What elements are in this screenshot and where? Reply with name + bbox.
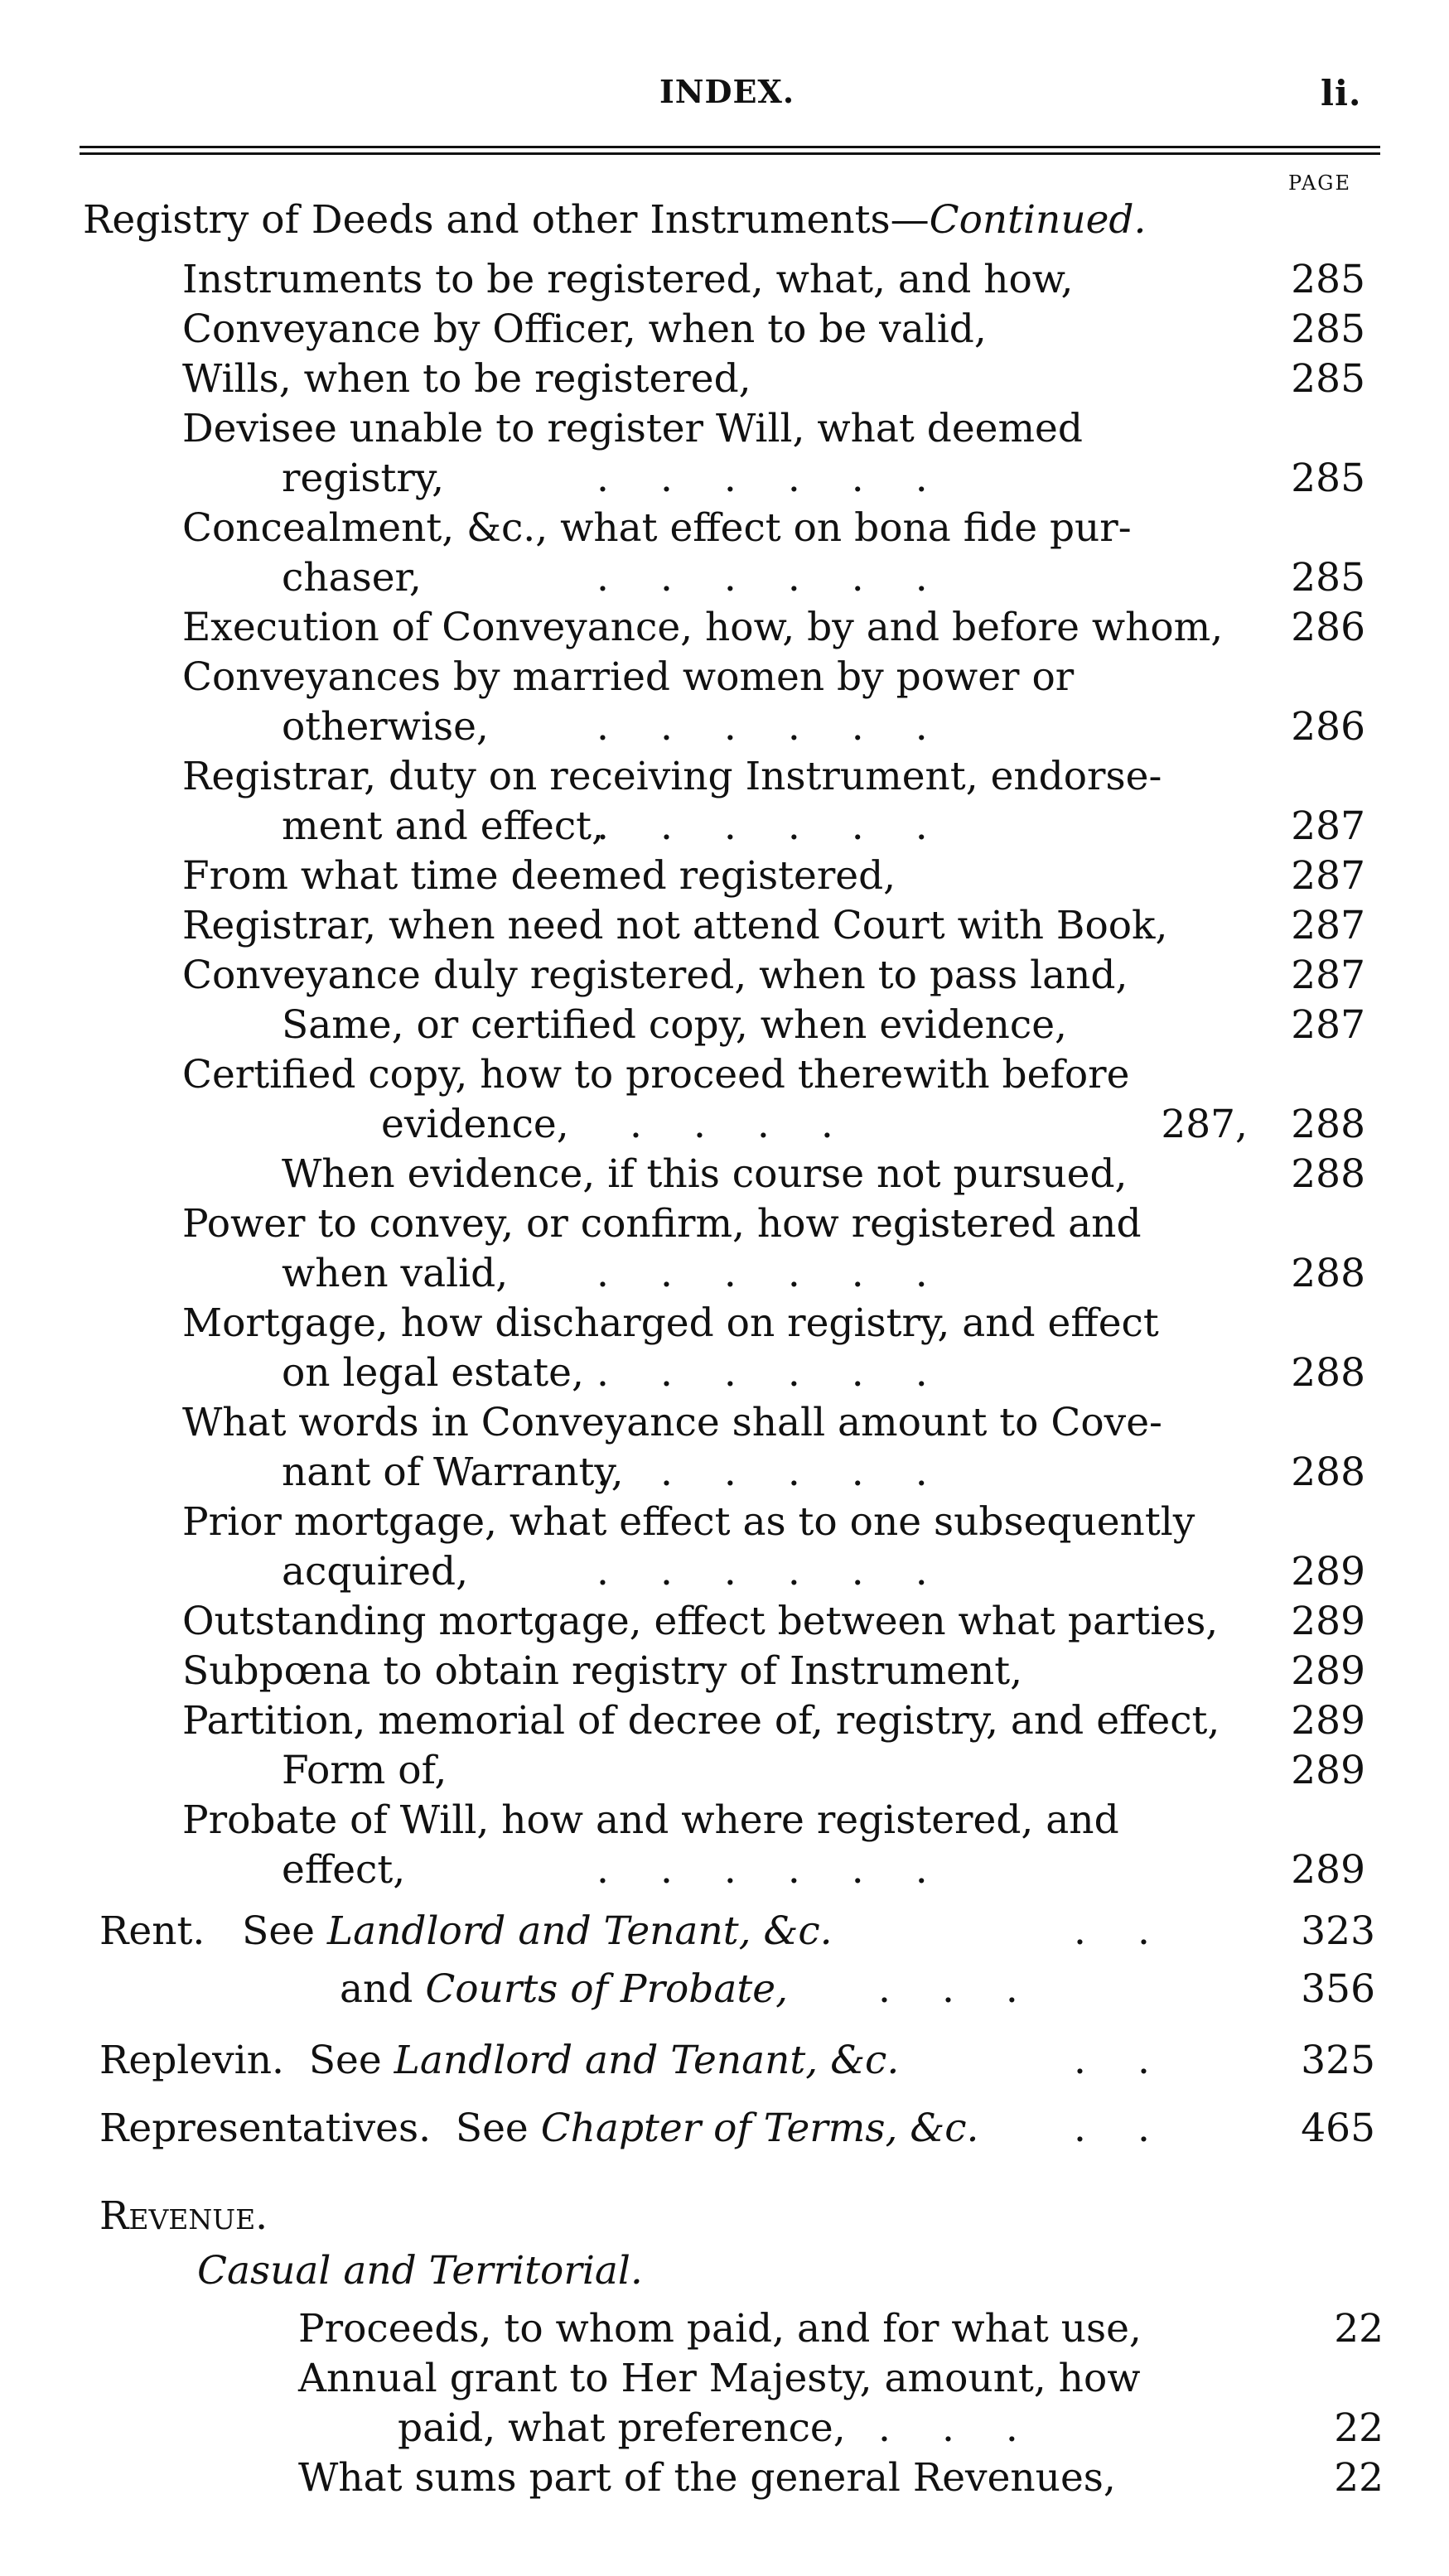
page-ref: 289 [1291,1549,1365,1594]
index-entry-text: Concealment, &c., what effect on bona fide pur- [182,505,1132,551]
index-entry-continuation: on legal estate, [282,1350,584,1396]
header-rule-bottom [80,152,1380,155]
page-ref: 285 [1291,356,1365,402]
index-entry-text: When evidence, if this course not pursued, [282,1151,1128,1197]
entry-rent-cont: and Courts of Probate, [340,1966,789,2012]
page-ref: 288 [1291,1151,1365,1197]
index-entry-text: Form of, [282,1748,447,1793]
page-ref: 285 [1291,456,1365,501]
page-ref: 286 [1291,605,1365,650]
running-header-title: INDEX. [659,73,795,110]
page-ref: 356 [1301,1966,1375,2012]
index-entry-text: Prior mortgage, what effect as to one subsequently [182,1499,1195,1545]
index-entry-text: Outstanding mortgage, effect between what parties, [182,1599,1219,1644]
index-entry-text: Registrar, duty on receiving Instrument, endorse- [182,754,1162,799]
leader-dots: .. [1074,1908,1201,1954]
page-ref: 287 [1291,1002,1365,1048]
header-rule-top [80,146,1380,148]
index-entry-text: Conveyance by Officer, when to be valid, [182,306,987,352]
leader-dots: ... [878,1966,1070,2012]
page-ref: 288 [1291,1350,1365,1396]
revenue-item: Annual grant to Her Majesty, amount, how [298,2356,1141,2401]
index-entry-continuation: evidence, [381,1102,569,1147]
page-ref: 323 [1301,1908,1375,1954]
leader-dots: ...... [597,1350,979,1396]
entry-rent: Rent. See Landlord and Tenant, &c. [99,1908,833,1954]
page-ref: 325 [1301,2038,1375,2083]
leader-dots: ...... [597,555,979,601]
page-ref: 285 [1291,257,1365,302]
index-entry-text: From what time deemed registered, [182,853,896,899]
index-entry-text: Registrar, when need not attend Court with Book, [182,903,1168,948]
page-column-label: PAGE [1288,171,1351,195]
index-entry-text: Certified copy, how to proceed therewith before [182,1052,1130,1097]
page-ref: 285 [1291,555,1365,601]
index-entry-continuation: otherwise, [282,704,489,750]
entry-representatives: Representatives. See Chapter of Terms, &c. [99,2106,979,2151]
index-entry-text: Wills, when to be registered, [182,356,751,402]
index-entry-text: Instruments to be registered, what, and how, [182,257,1074,302]
index-entry-text: Execution of Conveyance, how, by and before whom, [182,605,1224,650]
page-ref: 287 [1291,903,1365,948]
section-heading: Registry of Deeds and other Instruments—Continued. [83,197,1147,243]
page-ref: 287, [1161,1102,1248,1147]
page-ref: 289 [1291,1847,1365,1893]
index-entry-text: Power to convey, or confirm, how registered and [182,1201,1142,1247]
leader-dots: ...... [597,704,979,750]
index-entry-text: Devisee unable to register Will, what deemed [182,406,1083,451]
page-ref: 288 [1291,1102,1365,1147]
page-ref: 286 [1291,704,1365,750]
page-number: li. [1321,73,1362,113]
index-entry-text: Subpœna to obtain registry of Instrument, [182,1648,1023,1694]
index-entry-continuation: registry, [282,456,445,501]
subheading-casual: Casual and Territorial. [197,2248,643,2294]
index-entry-continuation: acquired, [282,1549,469,1594]
leader-dots: ... [878,2405,1070,2451]
heading-revenue: Revenue. [99,2193,268,2239]
index-entry-continuation: nant of Warranty, [282,1450,624,1495]
index-entry-text: Conveyances by married women by power or [182,654,1075,700]
page-ref: 288 [1291,1251,1365,1296]
leader-dots: .. [1074,2106,1201,2151]
index-entry-continuation: when valid, [282,1251,509,1296]
index-entry-text: Partition, memorial of decree of, registry, and effect, [182,1698,1220,1744]
revenue-item-cont: paid, what preference, [398,2405,846,2451]
index-entry-continuation: ment and effect, [282,803,604,849]
revenue-item: What sums part of the general Revenues, [298,2455,1116,2501]
index-entry-continuation: effect, [282,1847,406,1893]
page-ref: 289 [1291,1698,1365,1744]
index-entry-text: Probate of Will, how and where registered, and [182,1797,1119,1843]
leader-dots: ...... [597,1450,979,1495]
leader-dots: ...... [597,1251,979,1296]
page-ref: 22 [1334,2405,1384,2451]
page-ref: 22 [1334,2455,1384,2501]
leader-dots: ...... [597,803,979,849]
leader-dots: .. [1074,2038,1201,2083]
page-ref: 22 [1334,2306,1384,2352]
leader-dots: ...... [597,1847,979,1893]
page-ref: 287 [1291,853,1365,899]
leader-dots: .... [630,1102,885,1147]
entry-replevin: Replevin. See Landlord and Tenant, &c. [99,2038,900,2083]
page-ref: 285 [1291,306,1365,352]
index-entry-continuation: chaser, [282,555,422,601]
leader-dots: ...... [597,456,979,501]
page-ref: 289 [1291,1648,1365,1694]
index-entry-text: Mortgage, how discharged on registry, and effect [182,1300,1159,1346]
page-ref: 289 [1291,1748,1365,1793]
page-ref: 288 [1291,1450,1365,1495]
page-ref: 287 [1291,953,1365,998]
index-entry-text: Same, or certified copy, when evidence, [282,1002,1067,1048]
page-ref: 287 [1291,803,1365,849]
index-entry-text: Conveyance duly registered, when to pass land, [182,953,1128,998]
revenue-item: Proceeds, to whom paid, and for what use, [298,2306,1142,2352]
leader-dots: ...... [597,1549,979,1594]
index-entry-text: What words in Conveyance shall amount to Cove- [182,1400,1162,1445]
page-ref: 465 [1301,2106,1375,2151]
page-ref: 289 [1291,1599,1365,1644]
